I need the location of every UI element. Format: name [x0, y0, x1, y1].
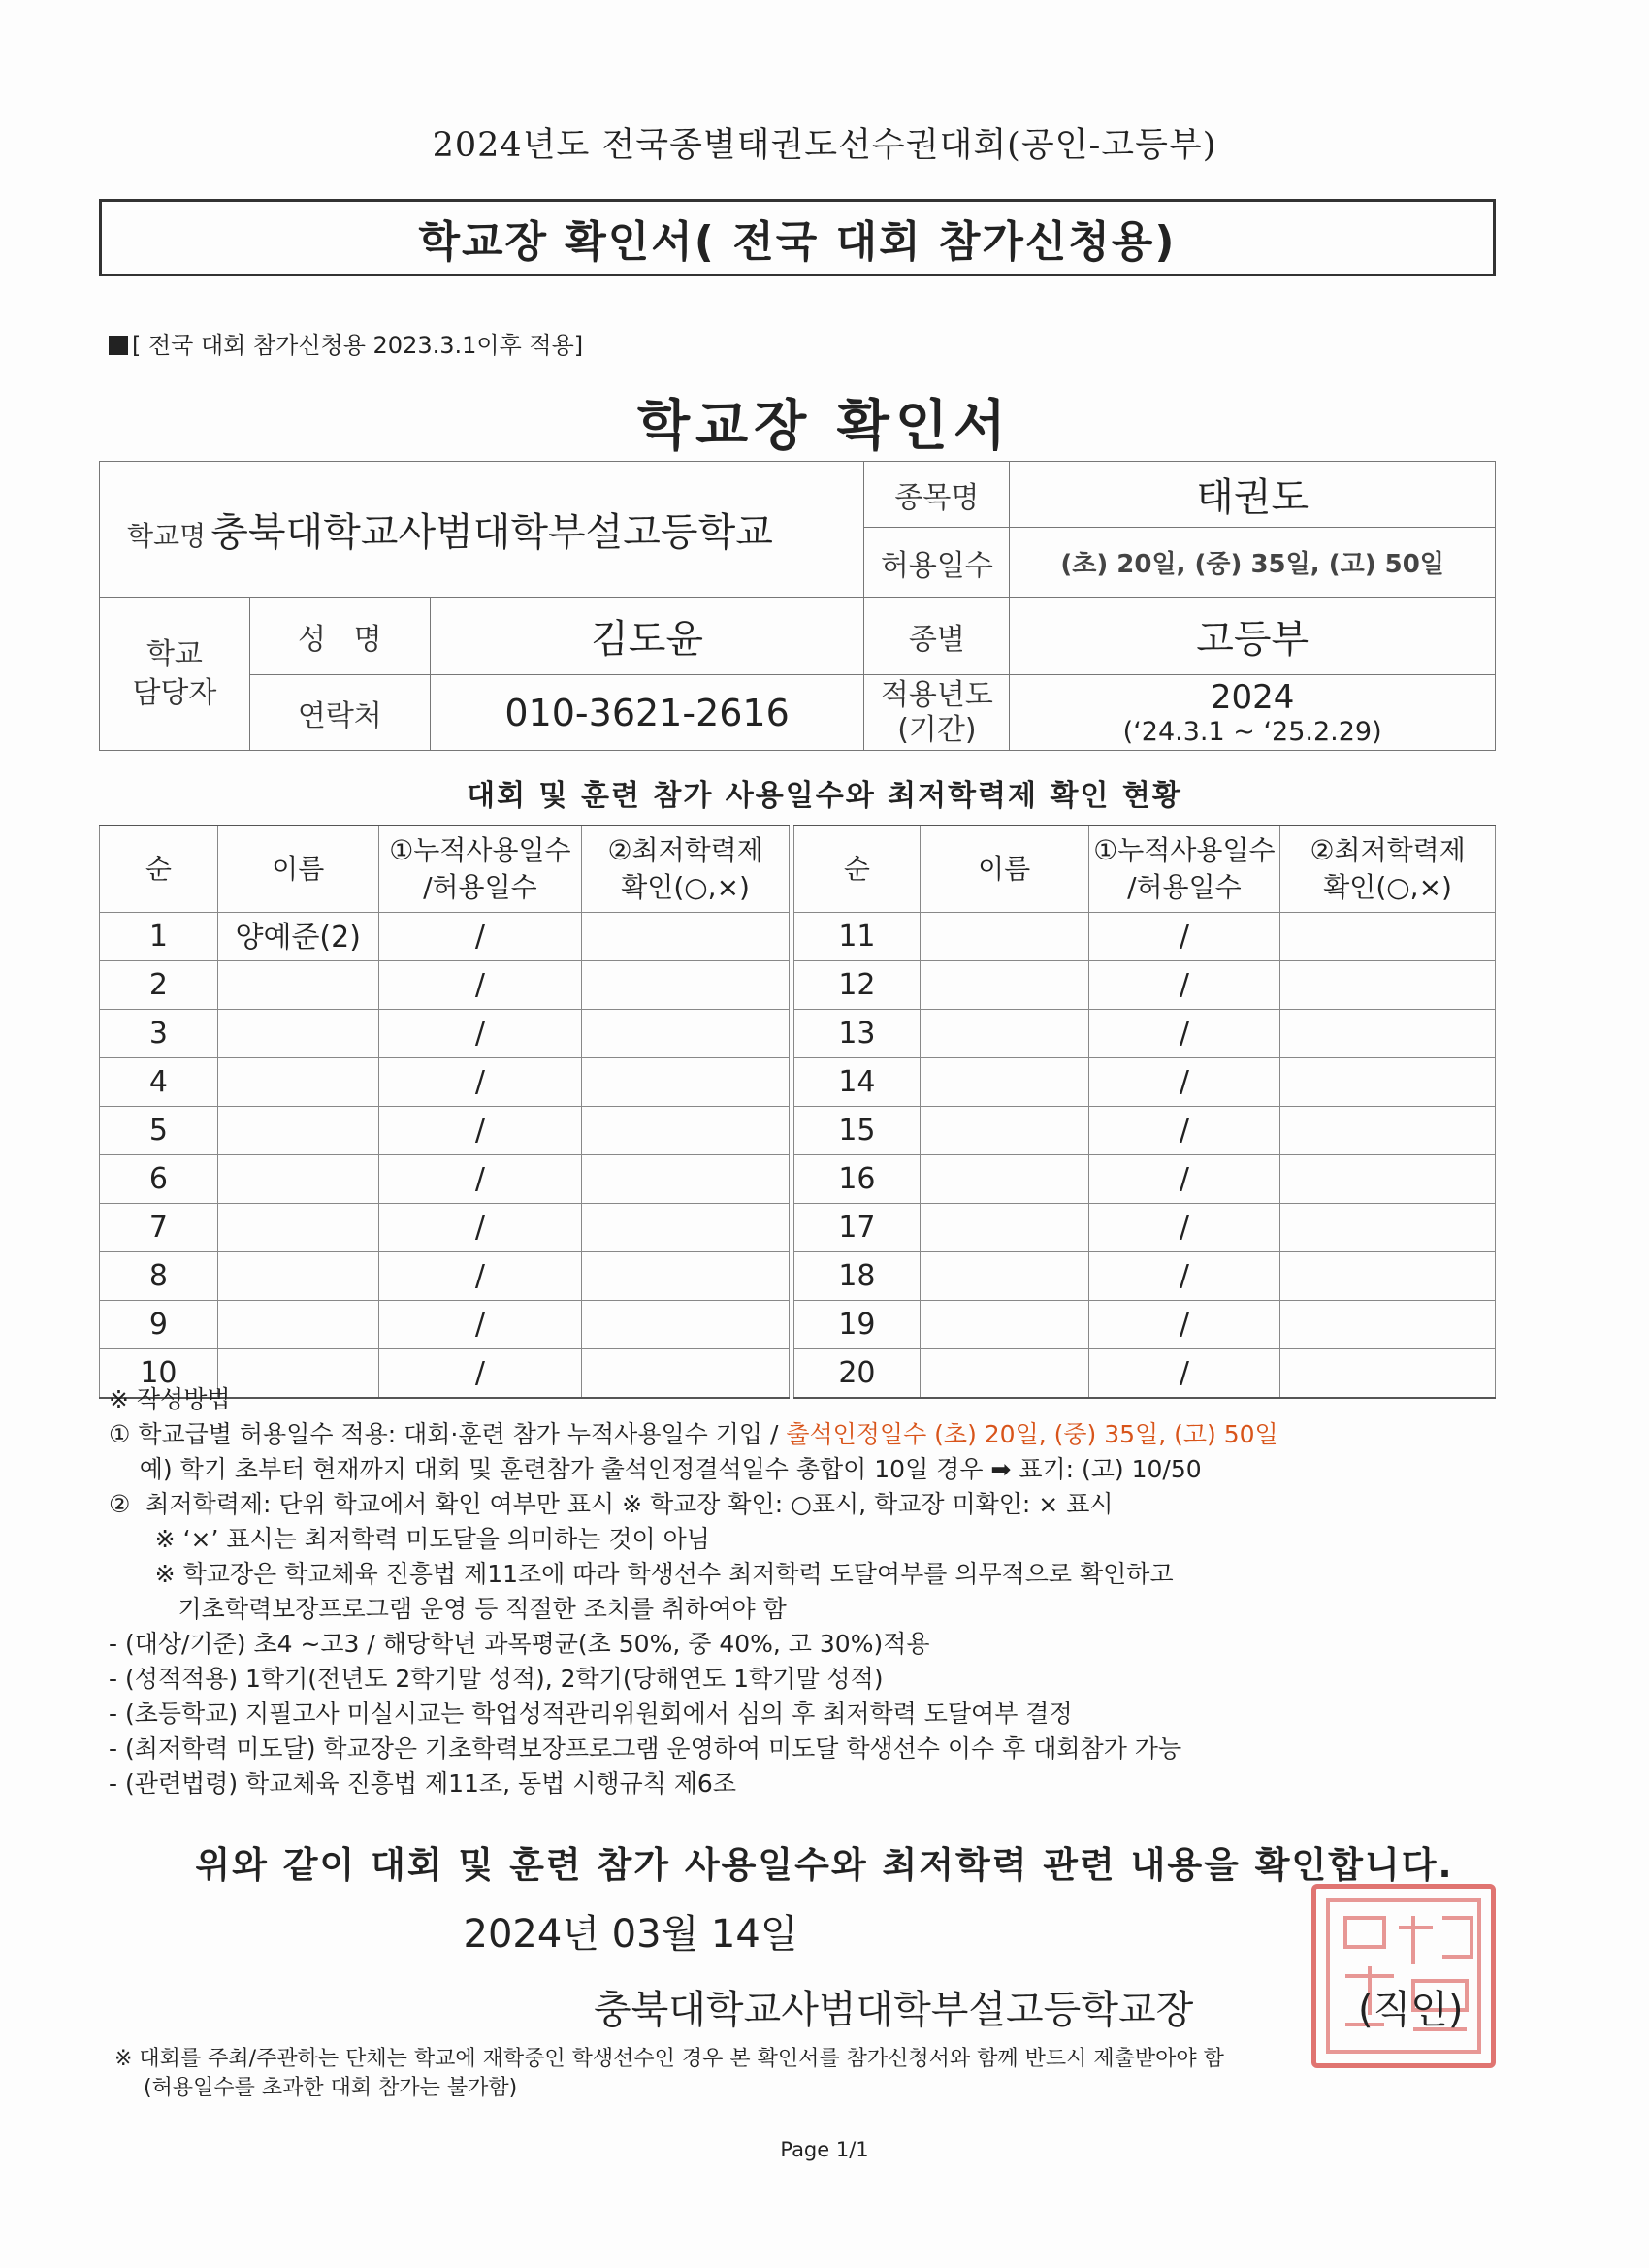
check-cell	[582, 1010, 790, 1058]
days-cell: /	[378, 1204, 582, 1252]
official-seal-stamp	[1311, 1884, 1496, 2068]
school-name: 충북대학교사범대학부설고등학교	[210, 510, 773, 555]
days-cell: /	[378, 1301, 582, 1349]
name-cell	[920, 1010, 1088, 1058]
allowed-days-value: (초) 20일, (중) 35일, (고) 50일	[1010, 528, 1496, 598]
status-title: 대회 및 훈련 참가 사용일수와 최저학력제 확인 현황	[467, 779, 1182, 813]
seq-cell: 12	[794, 961, 921, 1010]
method-line-1a: ① 학교급별 허용일수 적용: 대회·훈련 참가 누적사용일수 기입 /	[109, 1420, 787, 1448]
seq-cell: 15	[794, 1107, 921, 1155]
days-cell: /	[1088, 1155, 1280, 1204]
sport-label: 종목명	[864, 462, 1010, 528]
table-row	[794, 1204, 1496, 1252]
manager-label: 학교 담당자	[100, 598, 250, 751]
table-row	[100, 1252, 790, 1301]
table-row	[794, 1107, 1496, 1155]
info-table	[99, 461, 1496, 751]
seq-header: 순	[100, 826, 218, 913]
school-cell	[100, 462, 864, 598]
event-title: 2024년도 전국종별태권도선수권대회(공인-고등부)	[432, 126, 1217, 165]
method-line-1	[109, 1417, 1525, 1452]
method-line-5: ※ 학교장은 학교체육 진흥법 제11조에 따라 학생선수 최저학력 도달여부를 의무적으로 확인하고	[109, 1560, 1174, 1588]
document-title: 학교장 확인서	[636, 395, 1013, 458]
table-row	[100, 1301, 790, 1349]
days-cell: /	[1088, 961, 1280, 1010]
check-cell	[1280, 1010, 1496, 1058]
category-label: 종별	[864, 598, 1010, 675]
table-row	[794, 1301, 1496, 1349]
confirm-statement: 위와 같이 대회 및 훈련 참가 사용일수와 최저학력 관련 내용을 확인합니다.	[195, 1844, 1454, 1886]
seq-cell: 20	[794, 1349, 921, 1399]
name-header: 이름	[217, 826, 378, 913]
seq-cell: 11	[794, 913, 921, 961]
check-cell	[582, 1301, 790, 1349]
method-line-8: - (성적적용) 1학기(전년도 2학기말 성적), 2학기(당해연도 1학기말 성적)	[109, 1665, 884, 1693]
name-cell: 양예준(2)	[217, 913, 378, 961]
name-cell	[920, 1107, 1088, 1155]
days-cell: /	[378, 1107, 582, 1155]
header-box	[99, 199, 1496, 276]
method-line-7: - (대상/기준) 초4 ~고3 / 해당학년 과목평균(초 50%, 중 40%, 고 30%)적용	[109, 1630, 930, 1658]
check-cell	[1280, 1204, 1496, 1252]
method-line-4: ※ ‘×’ 표시는 최저학력 미도달을 의미하는 것이 아님	[109, 1525, 710, 1553]
left-rows	[100, 913, 790, 1399]
name-header: 이름	[920, 826, 1088, 913]
table-row	[100, 1155, 790, 1204]
category-value: 고등부	[1010, 598, 1496, 675]
table-row	[100, 961, 790, 1010]
table-row	[794, 961, 1496, 1010]
check-cell	[1280, 1107, 1496, 1155]
name-cell	[217, 961, 378, 1010]
check-cell	[1280, 1155, 1496, 1204]
period-value: (‘24.3.1 ~ ‘25.2.29)	[1122, 716, 1382, 747]
school-label: 학교명	[127, 520, 207, 552]
status-table-left	[99, 825, 790, 1399]
method-line-2: 예) 학기 초부터 현재까지 대회 및 훈련참가 출석인정결석일수 총합이 10일 경우 ➡ 표기: (고) 10/50	[109, 1455, 1202, 1483]
seq-cell: 1	[100, 913, 218, 961]
seq-cell: 8	[100, 1252, 218, 1301]
table-row	[100, 1107, 790, 1155]
seal-label: (직인)	[1358, 1988, 1464, 2032]
method-line-1-highlight: 출석인정일수 (초) 20일, (중) 35일, (고) 50일	[786, 1420, 1278, 1448]
min-academic-header: ②최저학력제 확인(○,×)	[1280, 826, 1496, 913]
days-cell: /	[1088, 913, 1280, 961]
seq-cell: 16	[794, 1155, 921, 1204]
allowed-days-label: 허용일수	[864, 528, 1010, 598]
check-cell	[582, 1204, 790, 1252]
manager-name: 김도윤	[430, 598, 864, 675]
method-line-6: 기초학력보장프로그램 운영 등 적절한 조치를 취하여야 함	[109, 1595, 787, 1623]
table-row	[100, 1058, 790, 1107]
check-cell	[582, 1155, 790, 1204]
check-cell	[1280, 1058, 1496, 1107]
name-cell	[217, 1107, 378, 1155]
method-title: ※ 작성방법	[109, 1385, 231, 1413]
writing-method	[109, 1382, 1525, 1801]
seq-cell: 13	[794, 1010, 921, 1058]
days-cell: /	[378, 961, 582, 1010]
days-cell: /	[378, 1252, 582, 1301]
table-row	[100, 913, 790, 961]
contact-label: 연락처	[249, 675, 430, 751]
check-cell	[1280, 913, 1496, 961]
footer-note	[114, 2045, 1224, 2103]
check-cell	[582, 1058, 790, 1107]
seq-header: 순	[794, 826, 921, 913]
method-line-10: - (최저학력 미도달) 학교장은 기초학력보장프로그램 운영하여 미도달 학생선수 이수 후 대회참가 가능	[109, 1734, 1182, 1763]
year-cell	[1010, 675, 1496, 751]
days-cell: /	[378, 1155, 582, 1204]
seq-cell: 7	[100, 1204, 218, 1252]
seal-pattern-icon	[1316, 1889, 1491, 2063]
min-academic-header: ②최저학력제 확인(○,×)	[582, 826, 790, 913]
seq-cell: 3	[100, 1010, 218, 1058]
page-number: Page 1/1	[780, 2138, 869, 2161]
name-cell	[920, 913, 1088, 961]
seq-cell: 9	[100, 1301, 218, 1349]
check-cell	[1280, 1301, 1496, 1349]
principal-name: 충북대학교사범대학부설고등학교장	[594, 1988, 1194, 2032]
days-cell: /	[1088, 1204, 1280, 1252]
table-row	[100, 1010, 790, 1058]
table-row	[100, 1204, 790, 1252]
check-cell	[582, 913, 790, 961]
footer-line-1: ※ 대회를 주최/주관하는 단체는 학교에 재학중인 학생선수인 경우 본 확인서를 참가신청서와 함께 반드시 제출받아야 함	[114, 2047, 1224, 2071]
notice-text: [ 전국 대회 참가신청용 2023.3.1이후 적용]	[132, 332, 584, 359]
footer-line-2: (허용일수를 초과한 대회 참가는 불가함)	[144, 2076, 518, 2100]
days-cell: /	[378, 1010, 582, 1058]
seq-cell: 17	[794, 1204, 921, 1252]
days-cell: /	[1088, 1301, 1280, 1349]
name-cell	[217, 1155, 378, 1204]
notice	[109, 326, 583, 360]
seq-cell: 2	[100, 961, 218, 1010]
days-cell: /	[378, 1058, 582, 1107]
days-cell: /	[1088, 1349, 1280, 1399]
header-box-text: 학교장 확인서( 전국 대회 참가신청용)	[418, 217, 1177, 267]
name-cell	[217, 1010, 378, 1058]
name-cell	[920, 1155, 1088, 1204]
contact-value: 010-3621-2616	[430, 675, 864, 751]
check-cell	[1280, 1252, 1496, 1301]
year-label: 적용년도 (기간)	[864, 675, 1010, 751]
check-cell	[582, 1107, 790, 1155]
method-line-11: - (관련법령) 학교체육 진흥법 제11조, 동법 시행규칙 제6조	[109, 1769, 736, 1798]
check-cell	[582, 1252, 790, 1301]
method-line-9: - (초등학교) 지필고사 미실시교는 학업성적관리위원회에서 심의 후 최저학력 도달여부 결정	[109, 1700, 1073, 1728]
check-cell	[582, 961, 790, 1010]
table-row	[794, 1010, 1496, 1058]
days-header: ①누적사용일수 /허용일수	[1088, 826, 1280, 913]
status-table-right	[793, 825, 1496, 1399]
table-row	[794, 1252, 1496, 1301]
name-cell	[217, 1252, 378, 1301]
square-bullet-icon	[109, 336, 128, 355]
seq-cell: 10	[100, 1349, 218, 1399]
name-cell	[920, 1301, 1088, 1349]
name-cell	[217, 1204, 378, 1252]
name-cell	[920, 1252, 1088, 1301]
seq-cell: 4	[100, 1058, 218, 1107]
table-row	[794, 913, 1496, 961]
right-rows	[794, 913, 1496, 1399]
table-header-row	[794, 826, 1496, 913]
days-cell: /	[378, 1349, 582, 1399]
seq-cell: 19	[794, 1301, 921, 1349]
table-header-row	[100, 826, 790, 913]
name-cell	[920, 961, 1088, 1010]
days-cell: /	[1088, 1058, 1280, 1107]
days-cell: /	[1088, 1107, 1280, 1155]
sport-value: 태권도	[1010, 462, 1496, 528]
days-cell: /	[378, 913, 582, 961]
method-line-3: ② 최저학력제: 단위 학교에서 확인 여부만 표시 ※ 학교장 확인: ○표시, 학교장 미확인: × 표시	[109, 1490, 1114, 1518]
table-row	[794, 1155, 1496, 1204]
name-cell	[217, 1058, 378, 1107]
seq-cell: 6	[100, 1155, 218, 1204]
name-cell	[217, 1301, 378, 1349]
days-header: ①누적사용일수 /허용일수	[378, 826, 582, 913]
check-cell	[1280, 961, 1496, 1010]
seq-cell: 5	[100, 1107, 218, 1155]
name-cell	[920, 1204, 1088, 1252]
name-label: 성 명	[249, 598, 430, 675]
name-cell	[920, 1058, 1088, 1107]
seq-cell: 14	[794, 1058, 921, 1107]
year-value: 2024	[1210, 677, 1295, 717]
issue-date: 2024년 03월 14일	[463, 1912, 798, 1957]
table-row	[794, 1058, 1496, 1107]
days-cell: /	[1088, 1010, 1280, 1058]
days-cell: /	[1088, 1252, 1280, 1301]
seq-cell: 18	[794, 1252, 921, 1301]
